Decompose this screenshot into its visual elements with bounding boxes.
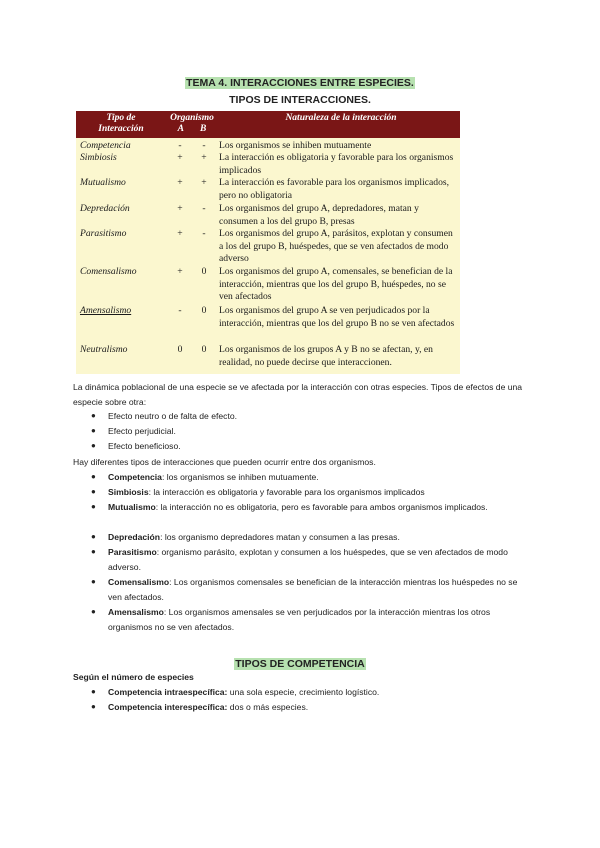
main-title: TEMA 4. INTERACCIONES ENTRE ESPECIES. — [186, 77, 414, 89]
bullet-icon: ● — [91, 472, 96, 481]
list-item: Efecto perjudicial. — [108, 426, 176, 436]
list-item: Competencia intraespecífica: una sola especie, crecimiento logístico. — [108, 687, 380, 697]
bullet-icon: ● — [91, 502, 96, 511]
table-header — [76, 111, 460, 138]
header-naturaleza: Naturaleza de la interacción — [285, 113, 397, 123]
bullet-icon: ● — [91, 687, 96, 696]
list-item: Parasitismo: organismo parásito, explotan y consumen a los huéspedes, que se ven afectados de modo adverso. — [108, 547, 508, 572]
bullet-icon: ● — [91, 607, 96, 616]
competition-heading: Según el número de especies — [73, 672, 194, 682]
list-item: Competencia interespecífica: dos o más especies. — [108, 702, 309, 712]
list-item: Amensalismo: Los organismos amensales se ven perjudicados por la interacción mientras los otros organismos no se ven afectados. — [108, 607, 491, 632]
intro-paragraph: La dinámica poblacional de una especie se ve afectada por la interacción con otras especies. Tipos de efectos de una especie sobre otra: — [73, 382, 523, 407]
bullet-icon: ● — [91, 487, 96, 496]
list-item: Simbiosis: la interacción es obligatoria y favorable para los organismos implicados — [108, 487, 425, 497]
list-item: Depredación: los organismo depredadores matan y consumen a las presas. — [108, 532, 400, 542]
bullet-icon: ● — [91, 702, 96, 711]
types-intro: Hay diferentes tipos de interacciones que pueden ocurrir entre dos organismos. — [73, 457, 376, 467]
header-tipo: Tipo de Interacción — [98, 113, 144, 134]
bullet-icon: ● — [91, 426, 96, 435]
list-item: Efecto neutro o de falta de efecto. — [108, 411, 237, 421]
bullet-icon: ● — [91, 441, 96, 450]
bullet-icon: ● — [91, 577, 96, 586]
list-item: Comensalismo: Los organismos comensales se benefician de la interacción mientras los huéspedes no se ven afectados. — [108, 577, 518, 602]
list-item: Efecto beneficioso. — [108, 441, 181, 451]
competition-title: TIPOS DE COMPETENCIA — [235, 658, 365, 670]
list-item: Mutualismo: la interacción no es obligatoria, pero es favorable para ambos organismos implicados. — [108, 502, 488, 512]
interactions-table: Tipo de Interacción Organismo A B Naturaleza de la interacción Competencia - - Los organismos se inhiben mutuamente Simbiosis + + La interacción es obligatoria y favorable para los organismos implicados Mutualismo + + La interacción es favorable para los organismos implicados, pero no obligatoria Depredación + - Los organismos del grupo A, depredadores, matan y consumen a los del grupo B, presas Parasitismo + - Los organismos del grupo A, parásitos, explotan y consumen a los del grupo B, huéspedes, que se ven afectados de modo adverso Comensalismo + 0 Los organismos del grupo A, comensales, se benefician de la interacción, mientras que los del grupo B, huéspedes, no se ven afectados Amensalismo - 0 Los organismos del grupo A se ven perjudicados por la interacción, mientras que los del grupo B no se ven afectados Neutralismo 0 0 Los organismos de los grupos A y B no se afectan, y, en realidad, no puede decirse que interaccionen. — [76, 111, 460, 374]
bullet-icon: ● — [91, 532, 96, 541]
header-organismo: Organismo A B — [170, 113, 214, 134]
list-item: Competencia: los organismos se inhiben mutuamente. — [108, 472, 319, 482]
bullet-icon: ● — [91, 547, 96, 556]
subtitle: TIPOS DE INTERACCIONES. — [229, 94, 371, 106]
bullet-icon: ● — [91, 411, 96, 420]
